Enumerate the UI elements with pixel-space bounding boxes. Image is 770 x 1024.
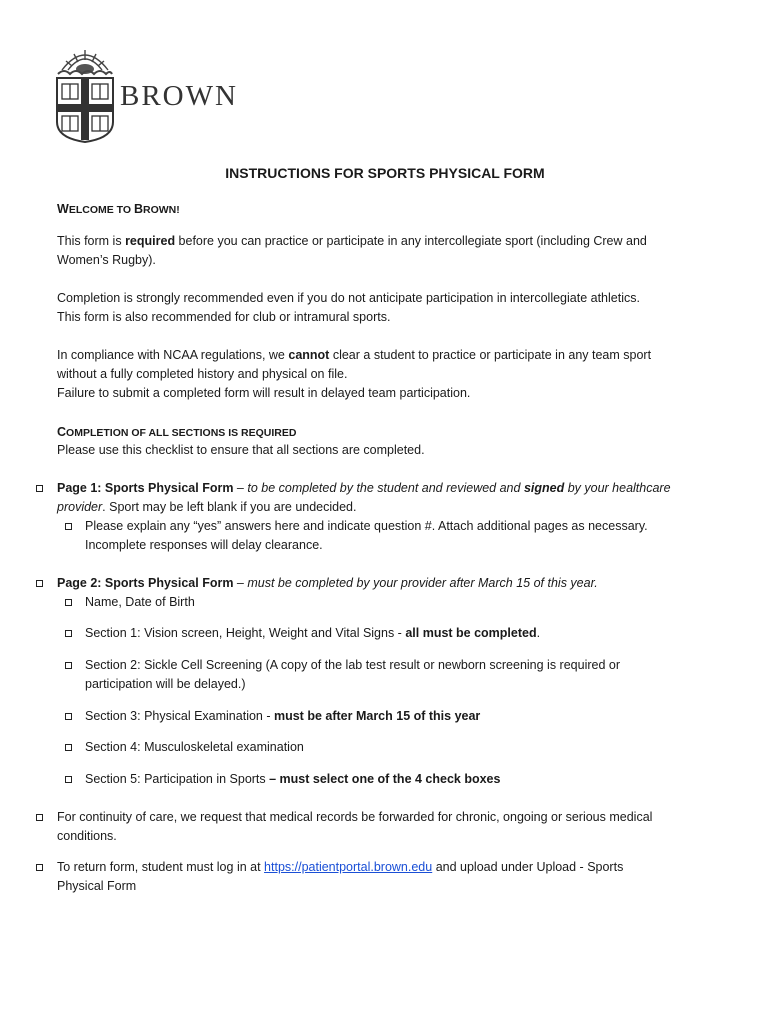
checkbox-page1[interactable]	[36, 485, 43, 492]
brown-logo	[54, 44, 254, 144]
item-section1: Section 1: Vision screen, Height, Weight and Vital Signs - all must be completed.	[85, 626, 541, 640]
checkbox-name-dob[interactable]	[65, 599, 72, 606]
page1-sub-line1: Please explain any “yes” answers here and indicate question #. Attach additional pages as necessary.	[85, 519, 648, 533]
checkbox-section3[interactable]	[65, 713, 72, 720]
continuity-line1: For continuity of care, we request that medical records be forwarded for chronic, ongoing or serious medical	[57, 810, 653, 824]
item-section4: Section 4: Musculoskeletal examination	[85, 740, 304, 754]
patient-portal-link[interactable]: https://patientportal.brown.edu	[264, 860, 433, 874]
item-section3: Section 3: Physical Examination - must be after March 15 of this year	[85, 709, 481, 723]
brown-wordmark: BROWN	[120, 80, 238, 112]
return-line1: To return form, student must log in at https://patientportal.brown.edu and upload under Upload - Sports	[57, 860, 624, 874]
item-section2-line2: participation will be delayed.)	[85, 677, 246, 691]
intro-p3-line1: In compliance with NCAA regulations, we cannot clear a student to practice or participate in any team sport	[57, 348, 652, 362]
checkbox-section5[interactable]	[65, 776, 72, 783]
item-section2-line1: Section 2: Sickle Cell Screening (A copy of the lab test result or newborn screening is required or	[85, 658, 620, 672]
page1-line2: provider. Sport may be left blank if you are undecided.	[57, 500, 357, 514]
checkbox-page1-explain[interactable]	[65, 523, 72, 530]
continuity-line2: conditions.	[57, 829, 117, 843]
item-section5: Section 5: Participation in Sports – must select one of the 4 check boxes	[85, 772, 501, 786]
page1-line1: Page 1: Sports Physical Form – to be completed by the student and reviewed and signed by your healthcare	[57, 481, 671, 495]
intro-p2-line1: Completion is strongly recommended even if you do not anticipate participation in intercollegiate athletics.	[57, 291, 640, 305]
page2-line1: Page 2: Sports Physical Form – must be completed by your provider after March 15 of this year.	[57, 576, 598, 590]
intro-p1-line1: This form is required before you can practice or participate in any intercollegiate sport (including Crew and	[57, 234, 647, 248]
brown-crest-icon	[54, 44, 116, 144]
checkbox-continuity[interactable]	[36, 814, 43, 821]
welcome-heading: WELCOME TO BROWN!	[57, 202, 180, 216]
intro-p3-line2: without a fully completed history and physical on file.	[57, 367, 348, 381]
checkbox-section4[interactable]	[65, 744, 72, 751]
page1-sub-line2: Incomplete responses will delay clearance.	[85, 538, 323, 552]
checkbox-return-form[interactable]	[36, 864, 43, 871]
item-name-dob: Name, Date of Birth	[85, 595, 195, 609]
intro-p2-line2: This form is also recommended for club or intramural sports.	[57, 310, 391, 324]
completion-heading: COMPLETION OF ALL SECTIONS IS REQUIRED	[57, 425, 297, 439]
return-line2: Physical Form	[57, 879, 137, 893]
checkbox-section2[interactable]	[65, 662, 72, 669]
intro-p3-line3: Failure to submit a completed form will result in delayed team participation.	[57, 386, 471, 400]
page-title: INSTRUCTIONS FOR SPORTS PHYSICAL FORM	[225, 165, 545, 181]
intro-p1-line2: Women’s Rugby).	[57, 253, 156, 267]
checkbox-section1[interactable]	[65, 630, 72, 637]
checkbox-page2[interactable]	[36, 580, 43, 587]
completion-subtext: Please use this checklist to ensure that all sections are completed.	[57, 443, 425, 457]
